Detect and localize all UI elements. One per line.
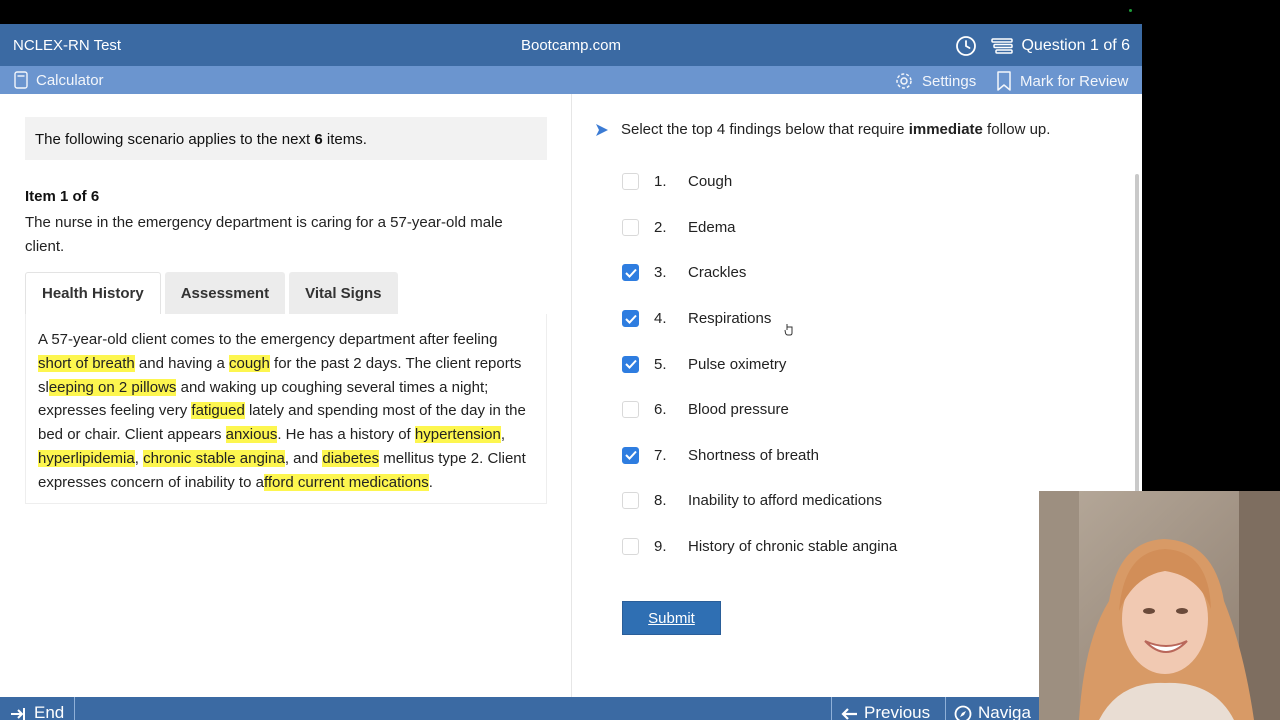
prompt-emphasis: immediate xyxy=(908,121,983,138)
highlighted-text: short of breath xyxy=(38,354,135,372)
option-row[interactable] xyxy=(621,433,897,479)
option-row[interactable] xyxy=(621,296,897,342)
history-text: lately and spending most of the day in the bed or chair. Client appears xyxy=(38,402,526,444)
navigator-label: Naviga xyxy=(978,703,1031,720)
highlighted-text: hyperlipidemia xyxy=(38,449,135,467)
question-prompt-text xyxy=(621,121,1050,138)
mark-for-review-button[interactable] xyxy=(996,71,1128,91)
item-heading: Item 1 of 6 xyxy=(25,188,100,205)
checkbox-checked[interactable] xyxy=(622,310,639,327)
scenario-notice-count: 6 xyxy=(314,131,323,148)
checkmark-icon xyxy=(625,359,637,369)
history-text: , xyxy=(500,426,505,444)
option-label: Pulse oximetry xyxy=(688,355,787,373)
submit-button[interactable]: Submit xyxy=(622,601,721,635)
option-number: 4. xyxy=(654,310,667,328)
exam-window xyxy=(0,24,1142,720)
option-number: 9. xyxy=(654,538,667,556)
option-label: Edema xyxy=(688,218,736,236)
exhibit-tabs xyxy=(25,272,398,314)
presenter-webcam xyxy=(1039,491,1280,720)
checkmark-icon xyxy=(625,450,637,460)
option-label: Shortness of breath xyxy=(688,446,819,464)
option-number: 3. xyxy=(654,264,667,282)
question-prompt xyxy=(595,121,1050,138)
option-number: 7. xyxy=(654,446,667,464)
option-label: Respirations xyxy=(688,310,772,328)
option-label: Inability to afford medications xyxy=(688,492,882,510)
divider xyxy=(74,697,75,720)
prompt-suffix: follow up. xyxy=(982,121,1051,138)
history-text: for the past 2 days. The client reports sl xyxy=(38,354,522,396)
bottom-bar xyxy=(0,697,1142,720)
title-bar-right xyxy=(955,35,1130,57)
checkbox-checked[interactable] xyxy=(622,264,639,281)
option-label: Cough xyxy=(688,173,733,191)
settings-label: Settings xyxy=(922,72,977,90)
option-row[interactable] xyxy=(621,205,897,251)
checkbox[interactable] xyxy=(622,538,639,555)
option-row[interactable] xyxy=(621,524,897,570)
option-number: 2. xyxy=(654,218,667,236)
divider xyxy=(945,697,946,720)
checkbox[interactable] xyxy=(622,173,639,190)
option-number: 5. xyxy=(654,355,667,373)
history-text: A 57-year-old client comes to the emergency department after feeling xyxy=(38,331,498,348)
checkbox[interactable] xyxy=(622,401,639,418)
highlighted-text: chronic stable angina xyxy=(143,449,285,467)
history-text: . xyxy=(428,473,433,491)
highlighted-text: hypertension xyxy=(414,426,501,444)
option-label: Crackles xyxy=(688,264,747,282)
tab-assessment[interactable]: Assessment xyxy=(165,272,285,314)
option-number: 1. xyxy=(654,173,667,191)
tab-health-history[interactable]: Health History xyxy=(25,272,161,314)
end-label: End xyxy=(34,703,65,720)
checkbox[interactable] xyxy=(622,219,639,236)
checkmark-icon xyxy=(625,314,637,324)
option-row[interactable] xyxy=(621,478,897,524)
highlighted-text: diabetes xyxy=(322,449,380,467)
option-number: 8. xyxy=(654,492,667,510)
recording-indicator xyxy=(1129,9,1132,12)
option-row[interactable] xyxy=(621,159,897,205)
history-text: , and xyxy=(284,449,323,467)
history-text: , xyxy=(134,449,144,467)
history-text: . He has a history of xyxy=(277,426,415,444)
previous-label: Previous xyxy=(864,703,931,720)
option-number: 6. xyxy=(654,401,667,419)
toolbar xyxy=(0,66,1142,94)
tab-vital-signs[interactable]: Vital Signs xyxy=(289,272,397,314)
item-stem: The nurse in the emergency department is caring for a 57-year-old male client. xyxy=(25,214,503,255)
exit-arrow-icon xyxy=(10,703,28,720)
compass-icon xyxy=(954,703,972,720)
mark-for-review-label: Mark for Review xyxy=(1020,72,1129,90)
highlighted-text: fatigued xyxy=(191,402,245,420)
previous-button[interactable] xyxy=(840,703,930,720)
checkbox-checked[interactable] xyxy=(622,447,639,464)
gear-icon xyxy=(894,71,914,91)
checkmark-icon xyxy=(625,268,637,278)
option-row[interactable] xyxy=(621,387,897,433)
scenario-pane xyxy=(0,94,572,698)
clock-icon[interactable] xyxy=(955,35,977,57)
scenario-notice xyxy=(25,117,547,160)
option-row[interactable] xyxy=(621,341,897,387)
calculator-label: Calculator xyxy=(36,71,104,89)
history-text: and having a xyxy=(134,354,229,372)
arrow-left-icon xyxy=(840,703,858,720)
highlighted-text: anxious xyxy=(225,426,278,444)
question-counter: Question 1 of 6 xyxy=(1021,37,1130,54)
health-history-panel xyxy=(25,314,547,504)
option-row[interactable] xyxy=(621,250,897,296)
play-arrow-icon xyxy=(595,121,609,138)
navigator-button[interactable] xyxy=(954,703,1031,720)
settings-button[interactable] xyxy=(894,71,976,91)
highlighted-text: cough xyxy=(228,354,270,372)
bookmark-icon xyxy=(996,71,1012,91)
option-label: Blood pressure xyxy=(688,401,789,419)
scenario-notice-suffix: items. xyxy=(322,131,367,148)
app-name: NCLEX-RN Test xyxy=(13,37,122,54)
checkbox-checked[interactable] xyxy=(622,356,639,373)
divider xyxy=(831,697,832,720)
history-text: and waking up coughing several times a night; expresses feeling very xyxy=(38,378,489,420)
highlighted-text: eeping on 2 pillows xyxy=(48,378,177,396)
site-name: Bootcamp.com xyxy=(520,37,622,54)
option-label: History of chronic stable angina xyxy=(688,538,898,556)
highlighted-text: fford current medications xyxy=(263,473,429,491)
calculator-button[interactable] xyxy=(14,71,104,89)
list-icon[interactable] xyxy=(991,37,1013,55)
hand-cursor-icon xyxy=(784,323,794,341)
title-bar xyxy=(0,24,1142,66)
options-list xyxy=(621,159,897,569)
prompt-prefix: Select the top 4 findings below that require xyxy=(621,121,909,138)
calculator-icon xyxy=(14,71,28,89)
history-text: mellitus type 2. Client expresses concern of inability to a xyxy=(38,449,526,491)
scenario-notice-prefix: The following scenario applies to the next xyxy=(35,131,315,148)
checkbox[interactable] xyxy=(622,492,639,509)
end-button[interactable] xyxy=(10,703,64,720)
